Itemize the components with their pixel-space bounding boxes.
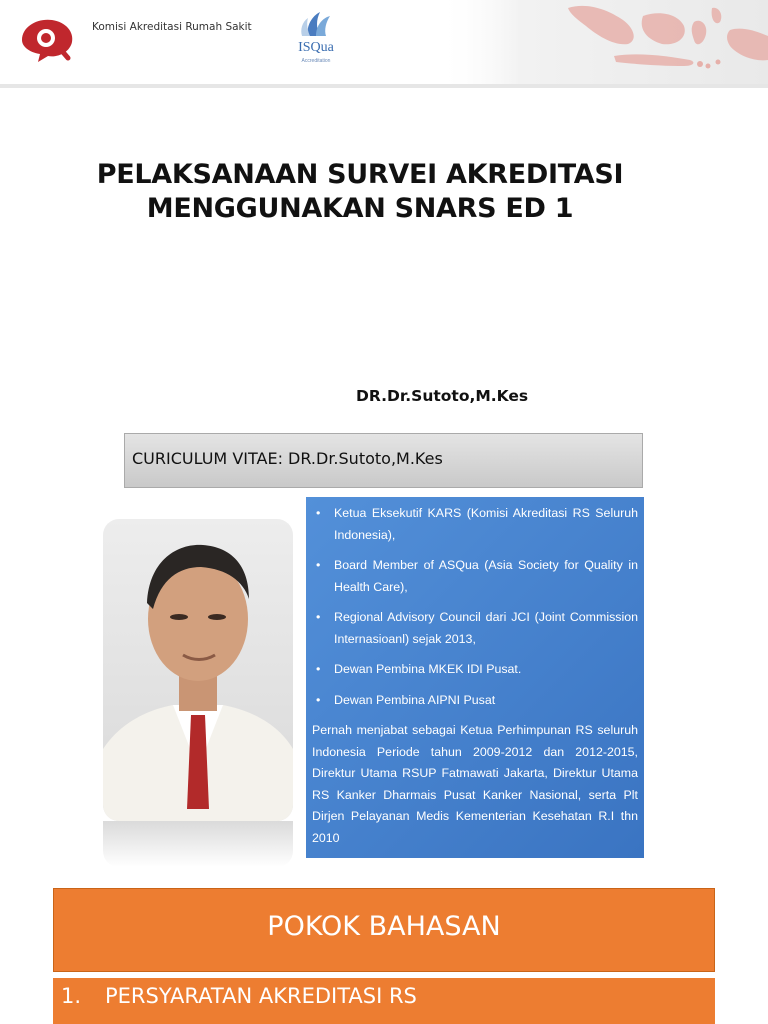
title-line-1: PELAKSANAAN SURVEI AKREDITASI [96, 159, 624, 190]
bio-item: • Regional Advisory Council dari JCI (Joint Commission Internasioanl) sejak 2013, [316, 610, 638, 646]
isqua-logo-icon [286, 8, 346, 70]
pokok-bahasan-banner [53, 888, 715, 972]
bio-item: • Ketua Eksekutif KARS (Komisi Akreditasi RS Seluruh Indonesia), [316, 506, 638, 542]
isqua-logo-subtext: Accreditation [301, 58, 331, 64]
bio-item: • Dewan Pembina AIPNI Pusat [316, 692, 496, 707]
portrait-reflection [103, 821, 293, 867]
topic-item [53, 978, 715, 1024]
author-name: DR.Dr.Sutoto,M.Kes [356, 387, 529, 405]
portrait-photo [103, 519, 293, 821]
bio-list [312, 503, 638, 711]
cv-title: CURICULUM VITAE: DR.Dr.Sutoto,M.Kes [132, 449, 443, 468]
indonesia-map-icon [438, 0, 768, 88]
topic-text: PERSYARATAN AKREDITASI RS [105, 984, 417, 1008]
bio-paragraph: Pernah menjabat sebagai Ketua Perhimpunan RS seluruh Indonesia Periode tahun 2009-2012 dan 2012-2015, Direktur Utama RSUP Fatmawati Jakarta, Direktur Utama RS Kanker Dharmais Pusat Kanker Nasional, serta Plt Dirjen Pelayanan Medis Kementerian Kesehatan R.I thn 2010 [312, 723, 638, 845]
bio-item: • Dewan Pembina MKEK IDI Pusat. [316, 662, 522, 676]
cv-title-bar [124, 433, 643, 488]
isqua-logo-text: ISQua [298, 40, 334, 55]
bio-panel [306, 497, 644, 858]
header-divider [0, 84, 768, 88]
kars-logo-icon [16, 14, 80, 66]
slide-title [0, 0, 768, 420]
title-line-2: MENGGUNAKAN SNARS ED 1 [146, 193, 574, 224]
slide-title-heading [30, 158, 690, 226]
bio-item: • Board Member of ASQua (Asia Society for Quality in Health Care), [316, 558, 638, 594]
pokok-bahasan-heading: POKOK BAHASAN [267, 911, 501, 942]
topic-number: 1. [61, 984, 82, 1008]
org-name: Komisi Akreditasi Rumah Sakit [92, 21, 252, 33]
